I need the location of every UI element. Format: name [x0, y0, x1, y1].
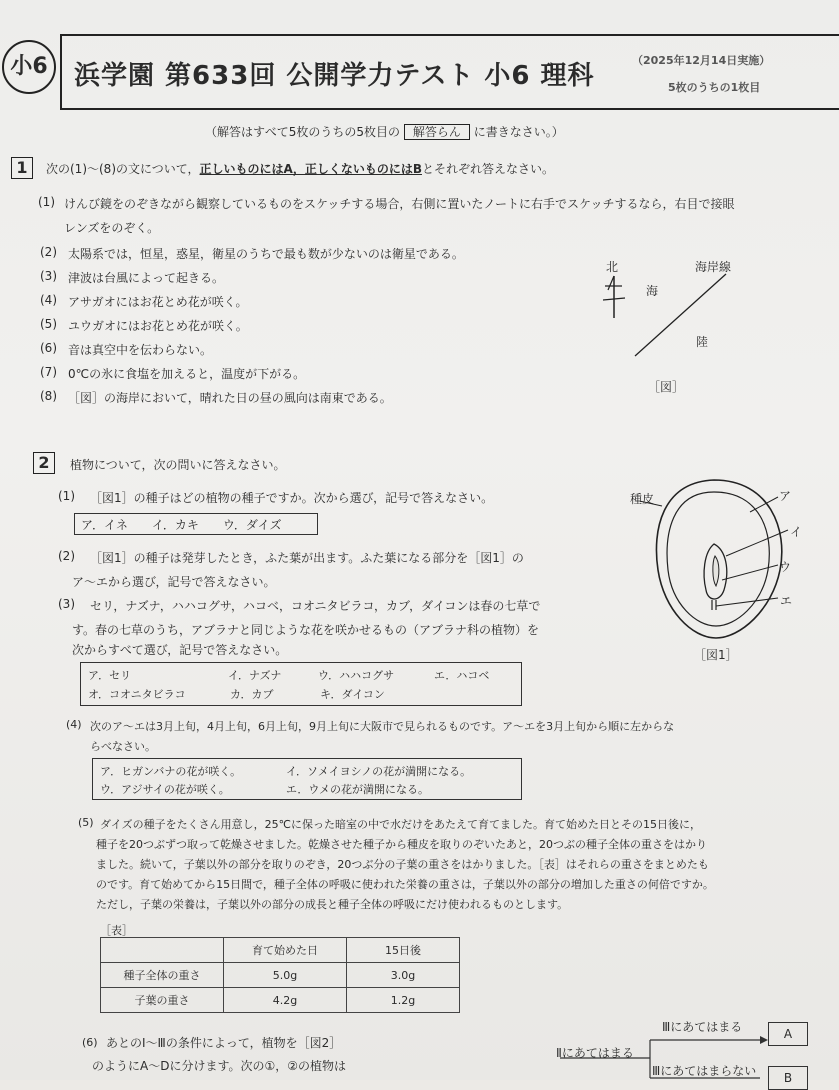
- north-label: 北: [606, 260, 619, 274]
- table-cell: 3.0g: [347, 963, 460, 988]
- question-2-lead: 植物について，次の問いに答えなさい。: [70, 458, 286, 472]
- option-item: ウ．ハハコグサ: [318, 669, 395, 682]
- table-header: 15日後: [347, 938, 460, 963]
- label-e: エ: [780, 594, 793, 608]
- flow-box-b: B: [768, 1066, 808, 1090]
- q2-part-text-cont: 次からすべて選び，記号で答えなさい。: [72, 643, 288, 657]
- q2-part-text: あとのⅠ〜Ⅲの条件によって，植物を［図2］: [106, 1036, 342, 1050]
- q1-lead-a: 次の(1)〜(8)の文について，: [46, 162, 200, 176]
- q1-lead-c: とそれぞれ答えなさい。: [421, 162, 554, 176]
- q2-part-no: (5): [78, 816, 94, 829]
- label-a: ア: [779, 489, 792, 503]
- q1-item-no: (2): [40, 245, 57, 259]
- q1-item-no: (4): [40, 293, 57, 307]
- table-caption: ［表］: [100, 924, 133, 937]
- question-1-number: 1: [11, 157, 33, 179]
- q2-part-no: (3): [58, 597, 75, 611]
- q2-part-no: (2): [58, 549, 75, 563]
- land-label: 陸: [696, 335, 709, 349]
- option-item: ア．ヒガンバナの花が咲く。: [100, 765, 242, 778]
- q1-item-text: ユウガオにはお花とめ花が咲く。: [68, 319, 248, 333]
- q1-item-no: (8): [40, 389, 57, 403]
- instruction-text: （解答はすべて5枚のうちの5枚目の: [205, 125, 401, 139]
- q1-item-no: (7): [40, 365, 57, 379]
- q1-item-text: ［図］の海岸において，晴れた日の昼の風向は南東である。: [68, 391, 392, 405]
- q1-item-text: 音は真空中を伝わらない。: [68, 343, 213, 357]
- table-header: [101, 938, 224, 963]
- answer-instruction: [205, 123, 564, 140]
- instruction-text-end: に書きなさい。）: [473, 125, 564, 139]
- table-header-row: [101, 938, 460, 963]
- table-cell: 種子全体の重さ: [101, 963, 224, 988]
- q2-part-text-cont: らべなさい。: [90, 740, 156, 753]
- sheet-number: 5枚のうちの1枚目: [668, 81, 761, 94]
- option-item: オ．コオニタビラコ: [88, 688, 186, 701]
- q1-item-no: (1): [38, 195, 55, 209]
- option-item: エ．ウメの花が満開になる。: [286, 783, 429, 796]
- option-item: キ．ダイコン: [320, 688, 385, 701]
- q2-part-text: ［図1］の種子はどの植物の種子ですか。次から選び，記号で答えなさい。: [90, 491, 494, 505]
- table-cell: 4.2g: [224, 988, 347, 1013]
- seed-diagram: [640, 470, 820, 650]
- seedcoat-label: 種皮: [630, 492, 655, 506]
- q2-part-text-cont: ただし，子葉の栄養は，子葉以外の部分の成長と種子全体の呼吸にだけ使われるものとします。: [96, 898, 569, 911]
- q1-item-text: アサガオにはお花とめ花が咲く。: [68, 295, 248, 309]
- coastline-label: 海岸線: [695, 260, 732, 274]
- q2-part-text-cont: ました。続いて，子葉以外の部分を取りのぞき，20つぶ分の子葉の重さをはかりました。［表］はそれらの重さをまとめたも: [96, 858, 709, 871]
- q1-item-text: 太陽系では，恒星，惑星，衛星のうちで最も数が少ないのは衛星である。: [68, 247, 464, 261]
- q2-part-text-cont: のです。育て始めてから15日間で，種子全体の呼吸に使われた栄養の重さは，子葉以外の部分の増加した重さの何倍ですか。: [96, 878, 714, 891]
- q1-item-text-cont: レンズをのぞく。: [64, 221, 160, 235]
- q1-lead-emphasis: 正しいものにはA，正しくないものにはB: [199, 162, 422, 176]
- q1-item-no: (6): [40, 341, 57, 355]
- option-item: エ．ハコベ: [434, 669, 490, 682]
- option-item: カ．カブ: [230, 688, 274, 701]
- q1-item-text: 津波は台風によって起きる。: [68, 271, 225, 285]
- answer-box-label: 解答らん: [404, 124, 470, 140]
- q1-item-text: けんび鏡をのぞきながら観察しているものをスケッチする場合，右側に置いたノートに右手でスケッチするなら，右目で接眼: [64, 197, 735, 211]
- figure-caption: ［図］: [648, 380, 685, 394]
- q2-part-text: セリ，ナズナ，ハハコグサ，ハコベ，コオニタビラコ，カブ，ダイコンは春の七草で: [90, 599, 541, 613]
- q2-part-text-cont: のようにA〜Dに分けます。次の①，②の植物は: [92, 1059, 347, 1073]
- option-item: ア．セリ: [88, 669, 132, 682]
- figure1-caption: ［図1］: [694, 648, 738, 662]
- option-item: ウ．アジサイの花が咲く。: [100, 783, 230, 796]
- flow-box-a: A: [768, 1022, 808, 1046]
- label-i: イ: [790, 525, 803, 539]
- data-table: [100, 937, 460, 1013]
- table-header: 育て始めた日: [224, 938, 347, 963]
- test-title: 浜学園 第633回 公開学力テスト 小6 理科: [74, 61, 595, 91]
- q1-item-text: 0℃の氷に食塩を加えると，温度が下がる。: [68, 367, 306, 381]
- q2-part-text-cont: す。春の七草のうち，アブラナと同じような花を咲かせるもの（アブラナ科の植物）を: [72, 623, 540, 637]
- grade-badge: 小6: [2, 40, 56, 94]
- q2-part-no: (1): [58, 489, 75, 503]
- table-cell: 子葉の重さ: [101, 988, 224, 1013]
- sea-label: 海: [646, 284, 659, 298]
- option-item: イ．ソメイヨシノの花が満開になる。: [286, 765, 472, 778]
- test-date: （2025年12月14日実施）: [632, 54, 771, 67]
- flow-label-iii-no: Ⅲにあてはまらない: [652, 1064, 757, 1078]
- q2-p1-options: ア．イネ イ．カキ ウ．ダイズ: [74, 513, 318, 535]
- q1-item-no: (3): [40, 269, 57, 283]
- table-row: [101, 988, 460, 1013]
- question-1-lead: [46, 160, 554, 177]
- label-u: ウ: [779, 560, 792, 574]
- q2-part-text: 次のア〜エは3月上旬，4月上旬，6月上旬，9月上旬に大阪市で見られるものです。ア〜エを3月上旬から順に左からな: [90, 720, 675, 733]
- flow-label-ii-yes: Ⅱにあてはまる: [556, 1046, 634, 1060]
- question-2-number: 2: [33, 452, 55, 474]
- coastline: [630, 270, 730, 360]
- table-cell: 5.0g: [224, 963, 347, 988]
- q2-part-text: ダイズの種子をたくさん用意し，25℃に保った暗室の中で水だけをあたえて育てました。育て始めた日とその15日後に，: [100, 818, 702, 831]
- flow-label-iii-yes: Ⅲにあてはまる: [662, 1020, 743, 1034]
- q2-part-text: ［図1］の種子は発芽したとき，ふた葉が出ます。ふた葉になる部分を［図1］の: [90, 551, 524, 565]
- table-row: [101, 963, 460, 988]
- q2-part-no: (6): [82, 1036, 98, 1049]
- table-cell: 1.2g: [347, 988, 460, 1013]
- q2-part-text-cont: 種子を20つぶずつ取って乾燥させました。乾燥させた種子から種皮を取りのぞいたあと，20つぶの種子全体の重さをはかり: [96, 838, 707, 851]
- q2-part-no: (4): [66, 718, 82, 731]
- north-arrow-icon: [600, 274, 630, 320]
- option-item: イ．ナズナ: [228, 669, 282, 682]
- q2-part-text-cont: ア〜エから選び，記号で答えなさい。: [72, 575, 276, 589]
- q1-item-no: (5): [40, 317, 57, 331]
